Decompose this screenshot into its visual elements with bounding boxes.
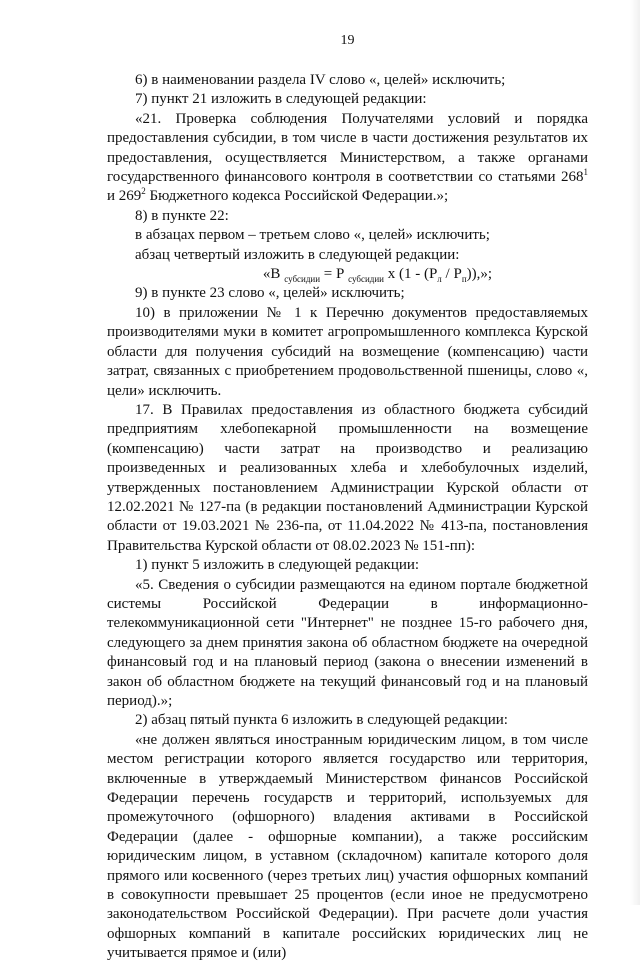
item-8-paragraph: 8) в пункте 22: <box>135 207 229 224</box>
document-body <box>107 71 588 964</box>
formula-part: )),»; <box>466 266 493 283</box>
formula-subscript: л <box>437 274 442 285</box>
section-17-item-2: 2) абзац пятый пункта 6 изложить в следующей редакции: <box>135 712 508 729</box>
formula-part: «В <box>262 266 285 283</box>
clause-21-text-a: «21. Проверка соблюдения Получателями условий и порядка предоставления субсидии, в том числе в части достижения результатов их предоставления, осуществляется Министерством, а также органами государственного финансового контроля в соответствии со статьями 268 <box>107 110 588 186</box>
clause-5-paragraph: «5. Сведения о субсидии размещаются на едином портале бюджетной системы Российской Федерации в информационно-телекоммуникационной сети "Интернет" не позднее 15-го рабочего дня, следующего за днем принятия закона об областном бюджете на очередной финансовый год и на плановый период (закона о внесении изменений в закон об областном бюджете на текущий финансовый год и на плановый период).»; <box>107 576 588 709</box>
clause-21-paragraph <box>107 110 588 207</box>
item-10-paragraph: 10) в приложении № 1 к Перечню документов предоставляемых производителями муки в комитет агропромышленного комплекса Курской области для получения субсидий на возмещение (компенсацию) части затрат, связанных с приобретением продовольственной пшеницы, слово «, цели» исключить. <box>107 304 588 399</box>
subsidy-formula <box>107 265 588 284</box>
item-9-paragraph: 9) в пункте 23 слово «, целей» исключить; <box>135 285 405 302</box>
formula-subscript: п <box>461 274 467 285</box>
superscript-1: 1 <box>583 167 588 178</box>
formula-part: х (1 - (Р <box>383 266 438 283</box>
section-17-item-1: 1) пункт 5 изложить в следующей редакции: <box>135 557 420 574</box>
clause-6-paragraph: «не должен являться иностранным юридическим лицом, в том числе местом регистрации которого является государство или территория, включенные в утверждаемый Министерством финансов Российской Федерации перечень государств и территорий, используемых для промежуточного (офшорного) владения активами в Российской Федерации (далее - офшорные компании), а также российским юридическим лицом, в уставном (складочном) капитале которого доля прямого или косвенного (через третьих лиц) участия офшорных компаний в совокупности превышает 25 процентов (если иное не предусмотрено законодательством Российской Федерации). При расчете доли участия офшорных компаний в капитале российских юридических лиц не учитывается прямое и (или) <box>107 731 588 962</box>
item-7-paragraph: 7) пункт 21 изложить в следующей редакции: <box>135 91 427 108</box>
item-6-paragraph: 6) в наименовании раздела IV слово «, целей» исключить; <box>135 72 506 88</box>
formula-subscript: субсидии <box>348 274 384 285</box>
item-8-sub-b: абзац четвертый изложить в следующей редакции: <box>135 246 460 263</box>
clause-21-text-c: Бюджетного кодекса Российской Федерации.»; <box>145 188 449 205</box>
item-8-sub-a: в абзацах первом – третьем слово «, целей» исключить; <box>135 227 490 244</box>
formula-part: / Р <box>441 266 462 283</box>
section-17-paragraph: 17. В Правилах предоставления из областного бюджета субсидий предприятиям хлебопекарной промышленности на возмещение (компенсацию) части затрат на производство и реализацию произведенных и реализованных хлеба и хлебобулочных изделий, утвержденных постановлением Администрации Курской области от 12.02.2021 № 127-па (в редакции постановлений Администрации Курской области от 19.03.2021 № 236-па, от 11.04.2022 № 413-па, постановления Правительства Курской области от 08.02.2023 № 151-пп): <box>107 401 588 554</box>
formula-part: = Р <box>320 266 349 283</box>
formula-subscript: субсидии <box>284 274 321 285</box>
scan-edge-shadow <box>630 0 640 905</box>
superscript-2: 2 <box>141 186 146 197</box>
clause-21-text-b: и 269 <box>107 188 142 205</box>
page-number: 19 <box>340 33 355 48</box>
